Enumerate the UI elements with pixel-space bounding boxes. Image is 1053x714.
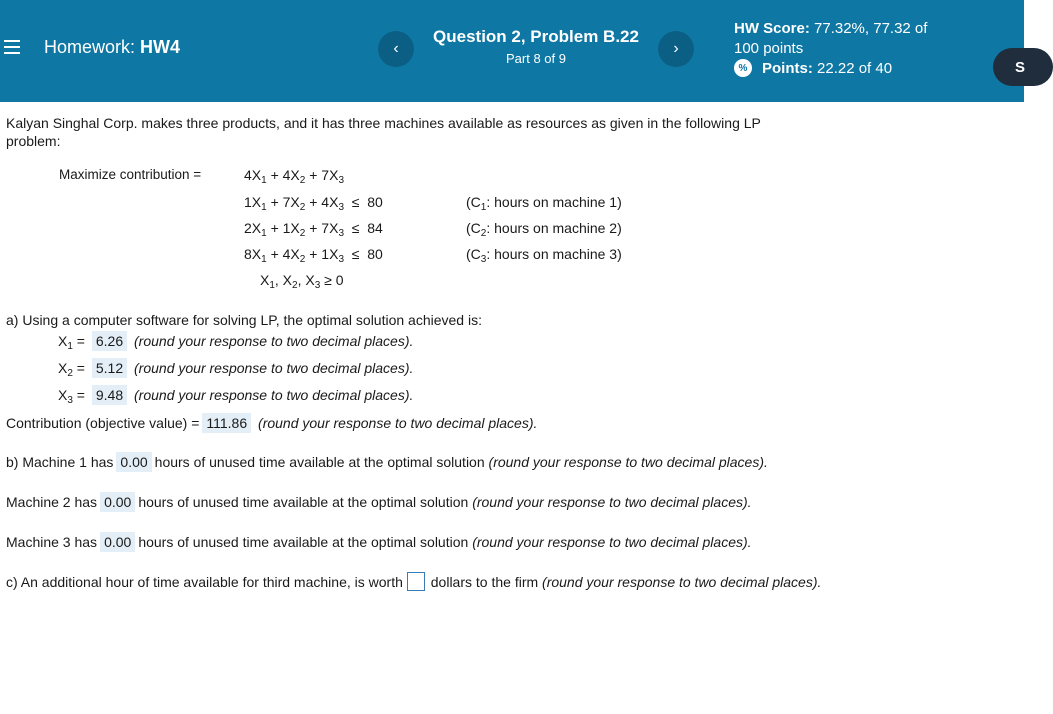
hamburger-menu-icon[interactable] <box>4 40 20 54</box>
machine-3-row <box>6 532 752 552</box>
machine-1-suffix: hours of unused time available at the optimal solution <box>154 454 485 470</box>
machine-1-row <box>6 452 768 472</box>
hw-score <box>734 19 974 59</box>
objective-label: Maximize contribution = <box>59 167 202 182</box>
shadow-price-input[interactable] <box>407 572 425 591</box>
contribution-hint: (round your response to two decimal places). <box>258 415 538 431</box>
points-value: 22.22 of 40 <box>817 59 893 77</box>
machine-3-prefix: Machine 3 has <box>6 534 98 550</box>
machine-1-answer[interactable]: 0.00 <box>116 452 151 472</box>
constraint-note-3: ($C_3$: hours on machine 3) <box>466 246 622 265</box>
x3-answer[interactable]: 9.48 <box>92 385 127 405</box>
machine-1-prefix: b) Machine 1 has <box>6 454 114 470</box>
part-c-suffix: dollars to the firm <box>430 574 539 590</box>
constraint-2: $2X_1 + 1X_2 + 7X_3 \le 84$ <box>244 220 383 239</box>
x3-answer-row: $X_3 = 9.48$ (round your response to two decimal places). <box>58 387 414 406</box>
side-panel-button[interactable] <box>993 48 1053 86</box>
x1-answer[interactable]: 6.26 <box>92 331 127 351</box>
chevron-right-icon: › <box>673 40 679 57</box>
machine-3-suffix: hours of unused time available at the optimal solution <box>138 534 469 550</box>
homework-title <box>44 37 180 58</box>
machine-3-answer[interactable]: 0.00 <box>100 532 135 552</box>
contribution-label: Contribution (objective value) = <box>6 415 200 431</box>
top-bar <box>0 0 1024 102</box>
x2-answer-row: $X_2 = 5.12$ (round your response to two decimal places). <box>58 360 414 379</box>
part-c-row <box>6 572 821 591</box>
side-button-label: S <box>1015 58 1026 76</box>
objective-function: $4X_1 + 4X_2 + 7X_3$ <box>244 167 344 186</box>
machine-3-hint: (round your response to two decimal places). <box>472 534 752 550</box>
machine-2-suffix: hours of unused time available at the optimal solution <box>138 494 469 510</box>
part-c-prefix: c) An additional hour of time available for third machine, is worth <box>6 574 403 590</box>
constraint-note-1: ($C_1$: hours on machine 1) <box>466 194 622 213</box>
constraint-3: $8X_1 + 4X_2 + 1X_3 \le 80$ <box>244 246 383 265</box>
score-total: 100 points <box>734 40 804 57</box>
constraint-1: $1X_1 + 7X_2 + 4X_3 \le 80$ <box>244 194 383 213</box>
machine-2-answer[interactable]: 0.00 <box>100 492 135 512</box>
machine-2-hint: (round your response to two decimal places). <box>472 494 752 510</box>
chevron-left-icon: ‹ <box>393 40 399 57</box>
x3-hint: (round your response to two decimal places). <box>134 387 414 403</box>
x1-hint: (round your response to two decimal places). <box>134 333 414 349</box>
nonnegativity: $X_1$, $X_2$, $X_3 \ge 0$ <box>260 272 344 291</box>
x1-answer-row: $X_1 = 6.26$ (round your response to two decimal places). <box>58 333 414 352</box>
machine-1-hint: (round your response to two decimal places). <box>488 454 768 470</box>
score-label: HW Score: <box>734 20 810 37</box>
machine-2-row <box>6 492 752 512</box>
part-c-hint: (round your response to two decimal places). <box>542 574 822 590</box>
next-question-button[interactable] <box>658 31 694 67</box>
contribution-row <box>6 413 537 433</box>
points-label: Points: <box>762 59 813 77</box>
score-value: 77.32%, 77.32 of <box>814 20 928 37</box>
previous-question-button[interactable] <box>378 31 414 67</box>
constraint-note-2: ($C_2$: hours on machine 2) <box>466 220 622 239</box>
problem-intro: Kalyan Singhal Corp. makes three products, and it has three machines available as resources as given in the following LP problem: <box>6 115 761 149</box>
machine-2-prefix: Machine 2 has <box>6 494 98 510</box>
partial-credit-icon: % <box>734 59 752 77</box>
part-a-prompt: a) Using a computer software for solving LP, the optimal solution achieved is: <box>6 312 482 328</box>
question-part: Part 8 of 9 <box>506 51 566 66</box>
points-display <box>734 59 892 77</box>
homework-name: HW4 <box>140 37 181 57</box>
contribution-answer[interactable]: 111.86 <box>202 413 251 433</box>
question-title: Question 2, Problem B.22 <box>433 27 639 46</box>
homework-label: Homework: <box>44 37 136 57</box>
x2-hint: (round your response to two decimal places). <box>134 360 414 376</box>
x2-answer[interactable]: 5.12 <box>92 358 127 378</box>
